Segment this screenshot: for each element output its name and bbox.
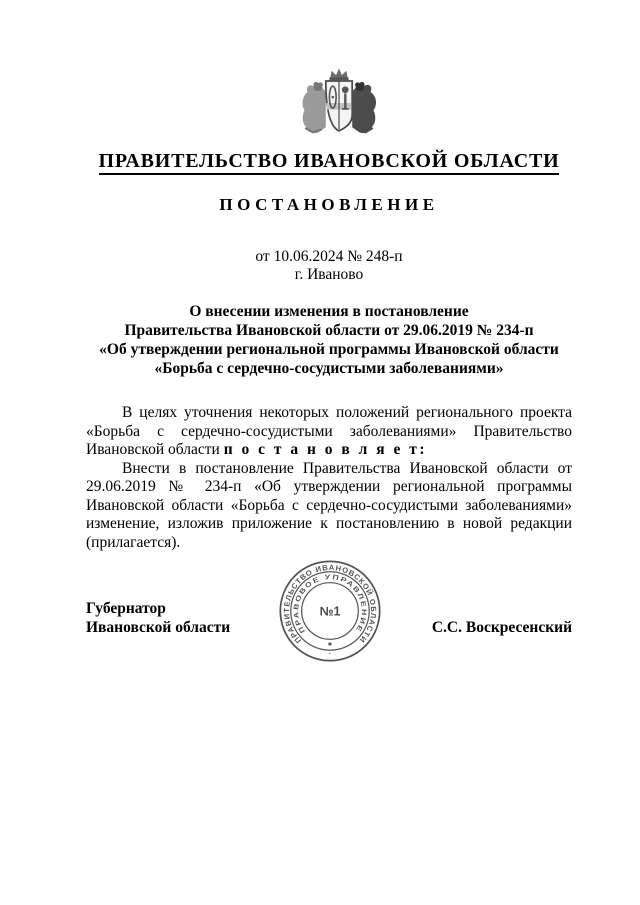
date-city-block [86,248,572,283]
city-line: г. Иваново [294,265,364,283]
stamp-outer-ring-text: ПРАВИТЕЛЬСТВО ИВАНОВСКОЙ ОБЛАСТИ [281,562,379,646]
stamp-inner-separator: ✱ [327,641,333,648]
title-line: «Борьба с сердечно-сосудистыми заболеваниями» [154,360,504,377]
coat-of-arms-container [96,66,582,140]
signature-position-line1: Губернатор [86,600,166,617]
postanovlyaet-emphasis: п о с т а н о в л я е т: [223,441,428,458]
body-paragraph-2: Внести в постановление Правительства Ивановской области от 29.06.2019 № 234-п «Об утверждении региональной программы Ивановской области «Борьба с сердечно-сосудистыми заболеваниями» изменение, изложив приложение к постановлению в новой редакции (прилагается). [86,459,572,551]
body-paragraph-1 [86,404,572,460]
document-type-heading: ПОСТАНОВЛЕНИЕ [219,195,439,214]
title-line: Правительства Ивановской области от 29.06.2019 № 234-п [124,322,534,339]
stamp-number: №1 [319,604,341,619]
signature-position [86,599,230,637]
document-body [86,404,572,552]
date-number-line: от 10.06.2024 № 248-п [255,248,403,265]
document-title [86,302,572,378]
signature-position-line2: Ивановской области [86,619,231,636]
stamp-inner-ring-text: ПРАВОВОЕ УПРАВЛЕНИЕ [293,574,367,635]
official-stamp [269,550,391,672]
government-name-heading [86,150,572,175]
government-name-text: ПРАВИТЕЛЬСТВО ИВАНОВСКОЙ ОБЛАСТИ [99,150,560,175]
title-line: «Об утверждении региональной программы Ивановской области [99,341,559,358]
body-paragraph-1-text: В целях уточнения некоторых положений регионального проекта «Борьба с сердечно-сосудистыми заболеваниями» Правительство Ивановской области [86,404,572,458]
stamp-outer-separator: · [328,650,332,658]
coat-of-arms-icon [295,66,383,140]
signature-name: С.С. Воскресенский [431,619,572,636]
title-line: О внесении изменения в постановление [189,303,469,320]
